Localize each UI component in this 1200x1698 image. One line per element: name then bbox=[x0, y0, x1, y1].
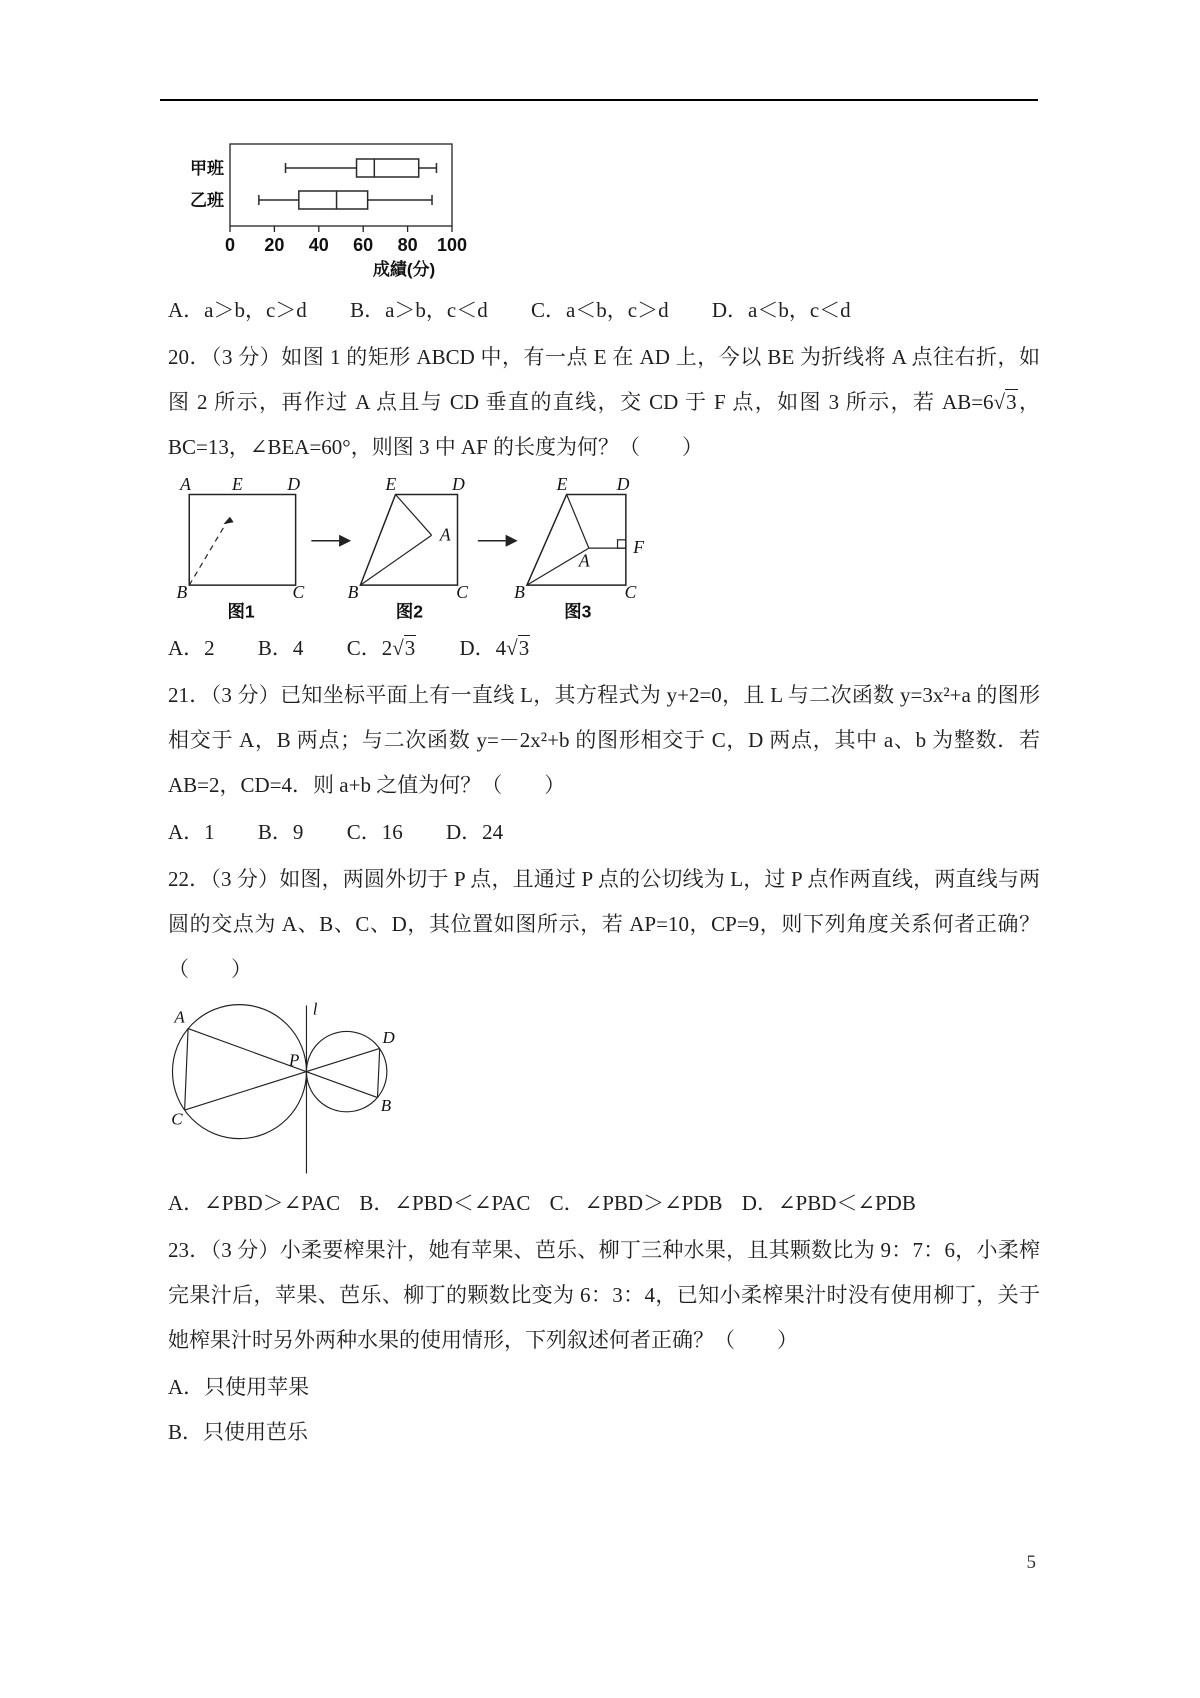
option-a: A．∠PBD＞∠PAC bbox=[168, 1191, 341, 1215]
option-d: D．4√3 bbox=[459, 636, 530, 660]
fold-figures bbox=[170, 476, 1040, 624]
boxplot-series-class-a bbox=[286, 159, 437, 177]
circles-figure bbox=[168, 1000, 1040, 1179]
folded-shape-3 bbox=[527, 495, 626, 586]
label-a: A bbox=[439, 524, 451, 545]
boxplot-tick-60: 60 bbox=[353, 235, 374, 255]
label-e: E bbox=[385, 476, 397, 494]
option-a: A．1 bbox=[168, 820, 215, 844]
option-b: B．9 bbox=[257, 820, 304, 844]
figure-1-group bbox=[176, 476, 304, 622]
label-b: B bbox=[380, 1095, 392, 1115]
boxplot-row-label-b: 乙班 bbox=[190, 191, 224, 210]
question-19-options bbox=[168, 288, 1040, 333]
option-d: D．a＜b，c＜d bbox=[711, 298, 851, 322]
transform-arrow-2-icon bbox=[478, 535, 518, 547]
boxplot-tick-0: 0 bbox=[224, 235, 236, 255]
label-f: F bbox=[633, 536, 644, 557]
question-23-options bbox=[168, 1365, 1040, 1455]
header-rule bbox=[160, 99, 1038, 101]
label-l: l bbox=[312, 1000, 318, 1019]
question-20-text: 20．（3 分）如图 1 的矩形 ABCD 中，有一点 E 在 AD 上，今以 BE 为折线将 A 点往右折，如图 2 所示，再作过 A 点且与 CD 垂直的直线，交 CD 于 F 点，如图 3 所示，若 AB=6√3，BC=13，∠BEA=60°，则图 3 中 AF 的长度为何？（ ） bbox=[168, 345, 1040, 459]
figure-1-caption: 图1 bbox=[227, 601, 255, 622]
option-c: C．16 bbox=[346, 820, 403, 844]
option-c: C．2√3 bbox=[346, 636, 416, 660]
boxplot-xaxis-label: 成績(分) bbox=[372, 260, 436, 279]
option-b: B．4 bbox=[257, 636, 304, 660]
question-20-options bbox=[168, 626, 1040, 671]
large-circle bbox=[172, 1005, 306, 1139]
label-b: B bbox=[347, 582, 359, 603]
boxplot-series-class-b bbox=[259, 191, 432, 209]
label-b: B bbox=[176, 582, 188, 603]
label-c: C bbox=[456, 582, 468, 603]
option-c: C．∠PBD＞∠PDB bbox=[549, 1191, 723, 1215]
label-d: D bbox=[287, 476, 301, 494]
fold-figures-svg bbox=[170, 476, 745, 624]
boxplot-svg bbox=[184, 134, 484, 284]
segment-ea bbox=[567, 495, 589, 549]
option-a: A．只使用苹果 bbox=[168, 1375, 310, 1399]
option-d: D．24 bbox=[445, 820, 504, 844]
fold-dashed-line bbox=[189, 517, 230, 585]
boxplot-tick-40: 40 bbox=[308, 235, 329, 255]
label-d: D bbox=[382, 1028, 395, 1048]
option-b: B．a＞b，c＜d bbox=[350, 298, 488, 322]
page-content bbox=[168, 126, 1040, 1455]
boxplot-axis-ticks bbox=[230, 226, 452, 232]
circles-svg bbox=[168, 1000, 436, 1179]
line-apb bbox=[188, 1029, 377, 1098]
figure-3-caption: 图3 bbox=[564, 601, 592, 622]
fold-arrowhead bbox=[223, 517, 233, 524]
label-e: E bbox=[231, 476, 243, 494]
question-21-options bbox=[168, 810, 1040, 855]
page-number: 5 bbox=[1026, 1552, 1036, 1573]
option-a: A．2 bbox=[168, 636, 215, 660]
option-c: C．a＜b，c＞d bbox=[530, 298, 669, 322]
boxplot-tick-20: 20 bbox=[264, 235, 285, 255]
figure-2-caption: 图2 bbox=[395, 601, 424, 622]
tangent-circles-group bbox=[171, 1000, 395, 1173]
chord-ac bbox=[185, 1029, 188, 1110]
right-angle-mark bbox=[618, 540, 626, 548]
label-a: A bbox=[578, 550, 590, 571]
option-b: B．只使用芭乐 bbox=[168, 1420, 309, 1444]
label-c: C bbox=[171, 1109, 183, 1129]
option-a: A．a＞b，c＞d bbox=[168, 298, 307, 322]
label-b: B bbox=[514, 582, 525, 603]
chord-db bbox=[377, 1048, 379, 1097]
label-e: E bbox=[556, 476, 568, 494]
label-c: C bbox=[624, 582, 637, 603]
label-a: A bbox=[180, 476, 191, 494]
option-d: D．∠PBD＜∠PDB bbox=[741, 1191, 916, 1215]
figure-2-group bbox=[348, 476, 469, 622]
figure-3-group bbox=[514, 476, 644, 622]
small-circle bbox=[306, 1031, 386, 1111]
label-c: C bbox=[292, 582, 305, 603]
boxplot-tick-100: 100 bbox=[436, 235, 468, 255]
transform-arrow-1-icon bbox=[311, 535, 351, 547]
label-d: D bbox=[616, 476, 630, 494]
option-b: B．∠PBD＜∠PAC bbox=[359, 1191, 531, 1215]
question-22-text: 22．（3 分）如图，两圆外切于 P 点，且通过 P 点的公切线为 L，过 P 点作两直线，两直线与两圆的交点为 A、B、C、D，其位置如图所示，若 AP=10，CP=9，则下列角度关系何者正确？（ ） bbox=[168, 867, 1040, 981]
segment-ea bbox=[396, 495, 432, 536]
label-d: D bbox=[452, 476, 465, 494]
label-p: P bbox=[288, 1050, 300, 1070]
boxplot-tick-80: 80 bbox=[397, 235, 418, 255]
boxplot-row-label-a: 甲班 bbox=[190, 159, 224, 178]
line-cpd bbox=[185, 1048, 380, 1110]
label-a: A bbox=[174, 1007, 185, 1027]
rectangle-abcd bbox=[189, 495, 295, 586]
boxplot-frame bbox=[230, 144, 452, 226]
question-23-text: 23．（3 分）小柔要榨果汁，她有苹果、芭乐、柳丁三种水果，且其颗数比为 9：7：6，小柔榨完果汁后，苹果、芭乐、柳丁的颗数比变为 6：3：4，已知小柔榨果汁时没有使用柳丁，关于她榨果汁时另外两种水果的使用情形，下列叙述何者正确？（ ） bbox=[168, 1238, 1040, 1352]
question-22-options bbox=[168, 1181, 1040, 1226]
question-21-text: 21．（3 分）已知坐标平面上有一直线 L，其方程式为 y+2=0，且 L 与二次函数 y=3x²+a 的图形相交于 A，B 两点；与二次函数 y=－2x²+b 的图形相交于 C，D 两点，其中 a、b 为整数．若 AB=2，CD=4．则 a+b 之值为何？（ ） bbox=[168, 683, 1040, 797]
boxplot-figure bbox=[184, 134, 1040, 284]
segment-ba bbox=[360, 535, 431, 585]
